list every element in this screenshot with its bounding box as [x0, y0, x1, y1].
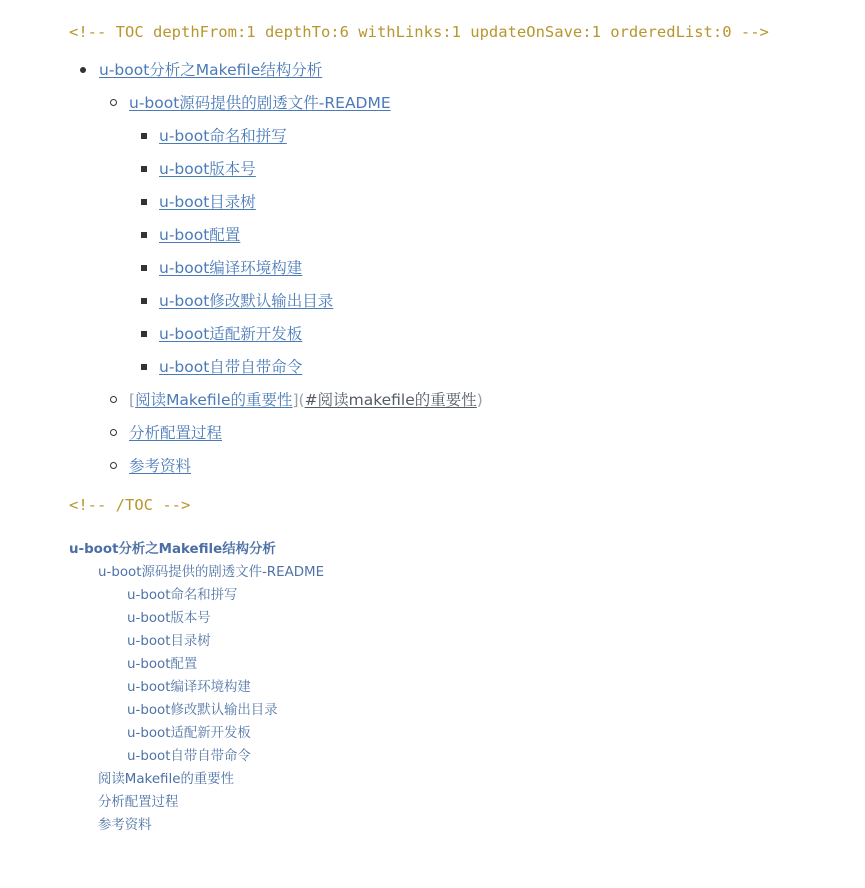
- outline-h3[interactable]: u-boot版本号: [127, 611, 211, 626]
- square-bullet-icon: [141, 232, 147, 238]
- toc-end-comment: <!-- /TOC -->: [69, 496, 191, 514]
- toc-link-config[interactable]: u-boot配置: [159, 226, 241, 244]
- outline-h3[interactable]: u-boot适配新开发板: [127, 726, 251, 741]
- toc-item-sub: [159, 125, 287, 147]
- outline-h3[interactable]: u-boot修改默认输出目录: [127, 703, 278, 718]
- outline-h2-readme[interactable]: u-boot源码提供的剧透文件-README: [98, 565, 325, 580]
- square-bullet-icon: [141, 331, 147, 337]
- toc-link-analysis[interactable]: 分析配置过程: [129, 424, 223, 442]
- square-bullet-icon: [141, 133, 147, 139]
- outline-h3[interactable]: u-boot配置: [127, 657, 198, 672]
- circle-bullet-icon: [110, 429, 117, 436]
- bracket-open: [: [129, 391, 136, 409]
- toc-item-references: [129, 455, 191, 477]
- toc-start-comment: <!-- TOC depthFrom:1 depthTo:6 withLinks:1 updateOnSave:1 orderedList:0 -->: [69, 23, 769, 41]
- toc-link-makefile-importance[interactable]: 阅读Makefile的重要性: [135, 391, 293, 409]
- circle-bullet-icon: [110, 99, 117, 106]
- toc-link-makefile-structure[interactable]: u-boot分析之Makefile结构分析: [99, 61, 323, 79]
- toc-item-sub: [159, 290, 333, 312]
- outline-h2-makefile[interactable]: 阅读Makefile的重要性: [98, 772, 235, 787]
- toc-item-sub: [159, 257, 302, 279]
- outline-h1[interactable]: u-boot分析之Makefile结构分析: [69, 542, 276, 557]
- square-bullet-icon: [141, 298, 147, 304]
- toc-item-level1: [99, 59, 322, 81]
- toc-item-sub: [159, 356, 302, 378]
- toc-item-readme: [129, 92, 391, 114]
- bracket-mid: ](: [292, 391, 305, 409]
- square-bullet-icon: [141, 199, 147, 205]
- outline-h3[interactable]: u-boot编译环境构建: [127, 680, 251, 695]
- bracket-close: ): [476, 391, 483, 409]
- toc-item-sub: [159, 158, 256, 180]
- outline-h2-analysis[interactable]: 分析配置过程: [98, 795, 179, 810]
- toc-item-sub: [159, 224, 240, 246]
- toc-link-directory-tree[interactable]: u-boot目录树: [159, 193, 256, 211]
- toc-item-sub: [159, 323, 302, 345]
- toc-link-build-env[interactable]: u-boot编译环境构建: [159, 259, 303, 277]
- toc-item-makefile: [129, 389, 483, 411]
- toc-link-output-dir[interactable]: u-boot修改默认输出目录: [159, 292, 334, 310]
- outline-h3[interactable]: u-boot自带自带命令: [127, 749, 251, 764]
- toc-anchor-makefile-importance[interactable]: #阅读makefile的重要性: [304, 391, 477, 409]
- toc-item-analysis: [129, 422, 222, 444]
- toc-link-version[interactable]: u-boot版本号: [159, 160, 256, 178]
- square-bullet-icon: [141, 265, 147, 271]
- toc-link-references[interactable]: 参考资料: [129, 457, 192, 475]
- toc-link-readme[interactable]: u-boot源码提供的剧透文件-README: [129, 94, 391, 112]
- circle-bullet-icon: [110, 396, 117, 403]
- outline-h3[interactable]: u-boot目录树: [127, 634, 211, 649]
- toc-link-naming[interactable]: u-boot命名和拼写: [159, 127, 287, 145]
- disc-bullet-icon: [80, 67, 86, 73]
- toc-link-new-board[interactable]: u-boot适配新开发板: [159, 325, 303, 343]
- square-bullet-icon: [141, 166, 147, 172]
- toc-item-sub: [159, 191, 256, 213]
- outline-h2-references[interactable]: 参考资料: [98, 818, 152, 833]
- circle-bullet-icon: [110, 462, 117, 469]
- toc-link-builtin-commands[interactable]: u-boot自带自带命令: [159, 358, 303, 376]
- square-bullet-icon: [141, 364, 147, 370]
- outline-h3[interactable]: u-boot命名和拼写: [127, 588, 238, 603]
